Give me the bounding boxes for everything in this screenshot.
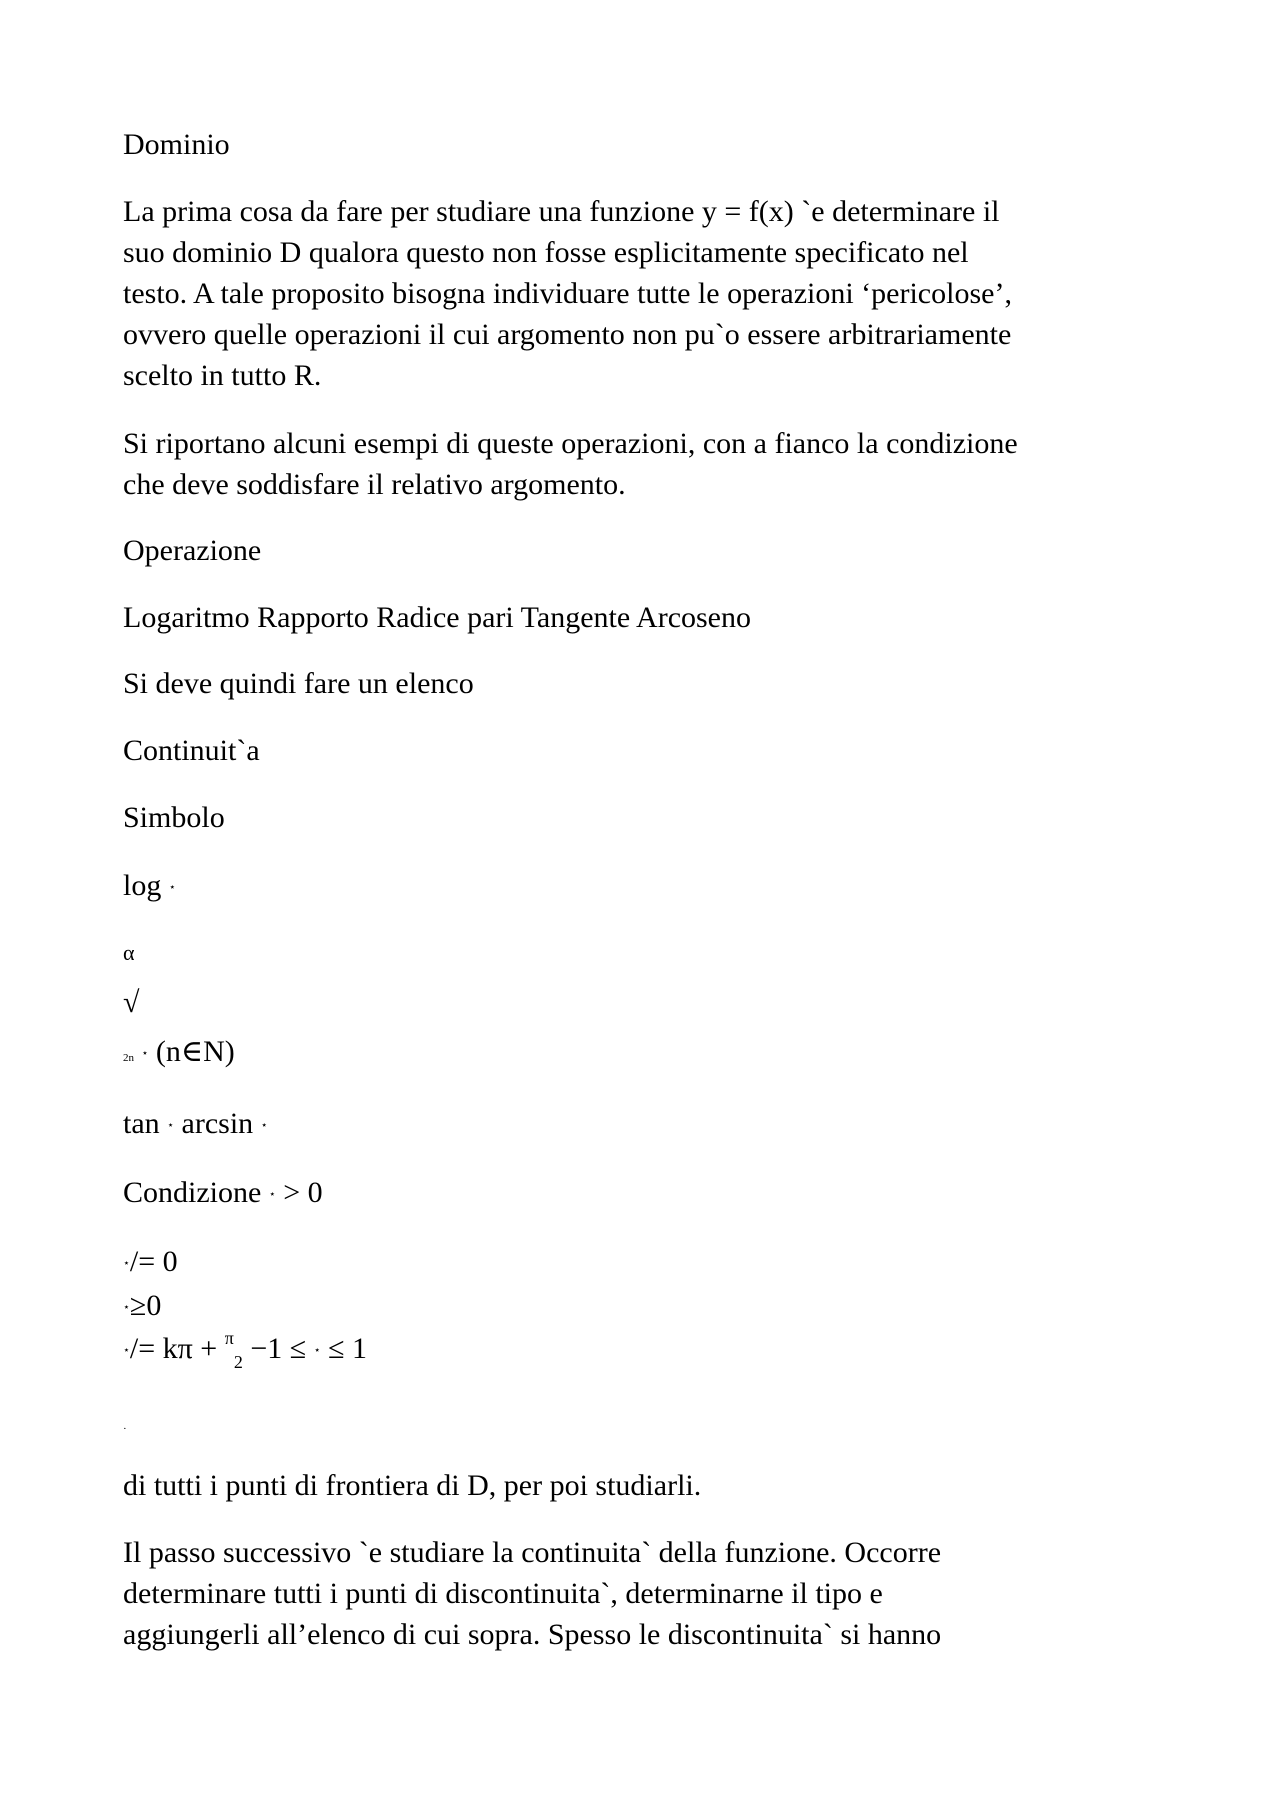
star-glyph: ⋆ bbox=[123, 1301, 130, 1314]
condition-text: /= kπ + bbox=[129, 1332, 218, 1365]
paragraph-continuita bbox=[123, 1532, 941, 1655]
trig-symbols bbox=[123, 1103, 268, 1147]
condition-text: ≥0 bbox=[129, 1289, 162, 1322]
root-index-line bbox=[123, 1031, 235, 1079]
text-line: testo. A tale proposito bisogna individuare tutte le operazioni ‘pericolose’, bbox=[123, 277, 1012, 310]
condition-nonnegative bbox=[123, 1285, 161, 1329]
condition-text: ≤ 1 bbox=[328, 1332, 368, 1365]
star-glyph: ⋆ bbox=[123, 1344, 130, 1357]
star-glyph: ⋆ bbox=[167, 1119, 175, 1132]
star-glyph: ⋆ bbox=[313, 1344, 321, 1357]
dot-separator bbox=[123, 1402, 127, 1450]
operazione-label: Operazione bbox=[123, 534, 262, 567]
arcsin-text: arcsin bbox=[181, 1107, 254, 1140]
log-symbol bbox=[123, 865, 176, 909]
text-line: La prima cosa da fare per studiare una funzione y = f(x) `e determinare il bbox=[123, 195, 1000, 228]
star-glyph: ⋆ bbox=[123, 1257, 130, 1270]
condition-text: −1 ≤ bbox=[250, 1332, 307, 1365]
continuita-label: Continuit`a bbox=[123, 734, 260, 767]
paragraph-dominio bbox=[123, 191, 1012, 396]
star-glyph: ⋆ bbox=[268, 1188, 276, 1201]
root-index: 2n bbox=[123, 1052, 134, 1064]
operations-list: Logaritmo Rapporto Radice pari Tangente Arcoseno bbox=[123, 601, 751, 634]
sqrt-symbol bbox=[123, 982, 139, 1023]
text-line: aggiungerli all’elenco di cui sopra. Spesso le discontinuita` si hanno bbox=[123, 1618, 942, 1651]
elenco-text: Si deve quindi fare un elenco bbox=[123, 667, 474, 700]
star-glyph: ⋆ bbox=[168, 881, 176, 894]
text-line: Il passo successivo `e studiare la continuita` della funzione. Occorre bbox=[123, 1536, 942, 1569]
text-line: suo dominio D qualora questo non fosse esplicitamente specificato nel bbox=[123, 236, 969, 269]
simbolo-label: Simbolo bbox=[123, 801, 225, 834]
condition-positive: > 0 bbox=[283, 1176, 323, 1209]
star-glyph: ⋆ bbox=[141, 1047, 149, 1060]
star-glyph: ⋆ bbox=[260, 1119, 268, 1132]
pi-numerator: π bbox=[224, 1328, 234, 1348]
dot-glyph: · bbox=[123, 1423, 127, 1435]
condition-tan-arcsin bbox=[123, 1328, 367, 1373]
section-heading: Dominio bbox=[123, 128, 230, 161]
text-line: che deve soddisfare il relativo argomento. bbox=[123, 468, 626, 501]
two-denominator: 2 bbox=[233, 1352, 243, 1372]
text-line: determinare tutti i punti di discontinuita`, determinarne il tipo e bbox=[123, 1577, 883, 1610]
condition-nonzero bbox=[123, 1241, 178, 1285]
alpha-glyph: α bbox=[123, 940, 135, 965]
condition-text: /= 0 bbox=[129, 1245, 178, 1278]
paragraph-esempi bbox=[123, 423, 1018, 505]
root-condition: (n∈N) bbox=[155, 1035, 235, 1068]
tan-text: tan bbox=[123, 1107, 160, 1140]
condizione-line bbox=[123, 1172, 323, 1216]
text-line: ovvero quelle operazioni il cui argomento non pu`o essere arbitrariamente bbox=[123, 318, 1012, 351]
frontiera-text: di tutti i punti di frontiera di D, per poi studiarli. bbox=[123, 1469, 702, 1502]
alpha-symbol bbox=[123, 930, 135, 973]
sqrt-glyph: √ bbox=[123, 986, 140, 1019]
text-line: Si riportano alcuni esempi di queste operazioni, con a fianco la condizione bbox=[123, 427, 1018, 460]
log-text: log bbox=[123, 869, 162, 902]
condizione-label: Condizione bbox=[123, 1176, 262, 1209]
text-line: scelto in tutto R. bbox=[123, 359, 322, 392]
